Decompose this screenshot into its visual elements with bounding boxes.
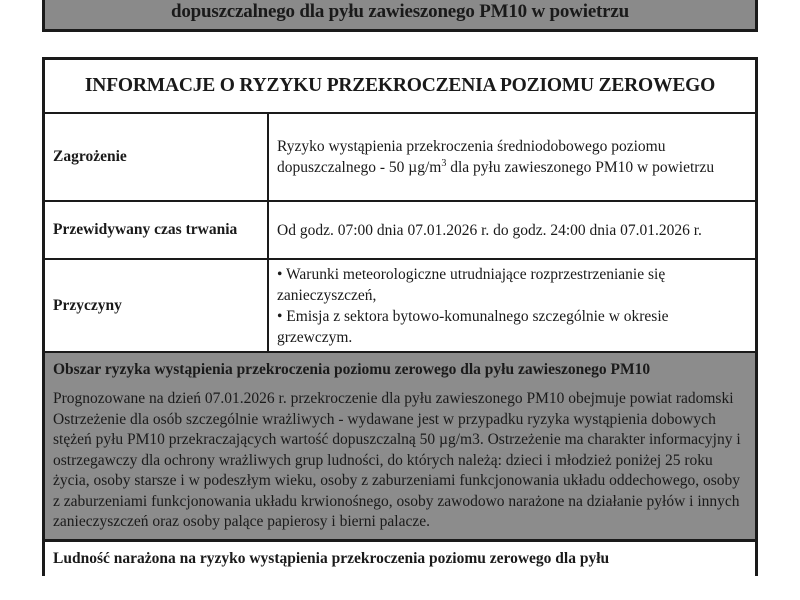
risk-area-body: Prognozowane na dzień 07.01.2026 r. przekroczenie dla pyłu zawieszonego PM10 obejmuje powiat radomski Ostrzeżenie dla osób szczególnie wrażliwych - wydawane jest w przypadku ryzyka wystąpienia dobowych stężeń pyłu PM10 przekraczających wartość dopuszczalną 50 µg/m3. Ostrzeżenie ma charakter informacyjny i ostrzegawczy dla ochrony wrażliwych grup ludności, do których należą: dzieci i młodzież poniżej 25 roku życia, osoby starsze i w podeszłym wieku, osoby z zaburzeniami funkcjonowania układu oddechowego, osoby z zaburzeniami funkcjonowania układu krwionośnego, osoby zawodowo narażone na działanie pyłów i innych zanieczyszczeń oraz osoby palące papierosy i bierni palacze. [53,390,741,530]
row-value [269,114,755,200]
table-title: INFORMACJE O RYZYKU PRZEKROCZENIA POZIOMU ZEROWEGO [84,75,716,96]
table-row-causes [45,260,755,353]
row-label: Przyczyny [45,260,269,351]
threat-text-b: dla pyłu zawieszonego PM10 w powietrzu [446,159,715,176]
cause-item: • Warunki meteorologiczne utrudniające rozprzestrzenianie się zanieczyszczeń, [277,265,666,304]
row-value [269,260,755,351]
row-value: Od godz. 07:00 dnia 07.01.2026 r. do godz. 24:00 dnia 07.01.2026 r. [277,221,702,239]
threat-text-a: Ryzyko wystąpienia przekroczenia średniodobowego poziomu dopuszczalnego - 50 µg/m [277,138,666,176]
risk-info-table [42,57,758,576]
banner-text: dopuszczalnego dla pyłu zawieszonego PM10 w powietrzu [170,1,630,22]
table-row-duration [45,202,755,260]
population-heading: Ludność narażona na ryzyko wystąpienia przekroczenia poziomu zerowego dla pyłu [53,549,610,567]
risk-area-heading: Obszar ryzyka wystąpienia przekroczenia poziomu zerowego dla pyłu zawieszonego PM10 [53,361,651,378]
cause-item: • Emisja z sektora bytowo-komunalnego szczególnie w okresie grzewczym. [277,307,669,346]
table-row-threat [45,114,755,202]
population-section [45,542,755,576]
threat-superscript: 3 [441,157,447,169]
risk-area-section [45,353,755,542]
table-title-row [45,60,755,114]
row-label: Zagrożenie [45,114,269,200]
row-label: Przewidywany czas trwania [45,202,269,258]
header-banner [42,0,758,32]
